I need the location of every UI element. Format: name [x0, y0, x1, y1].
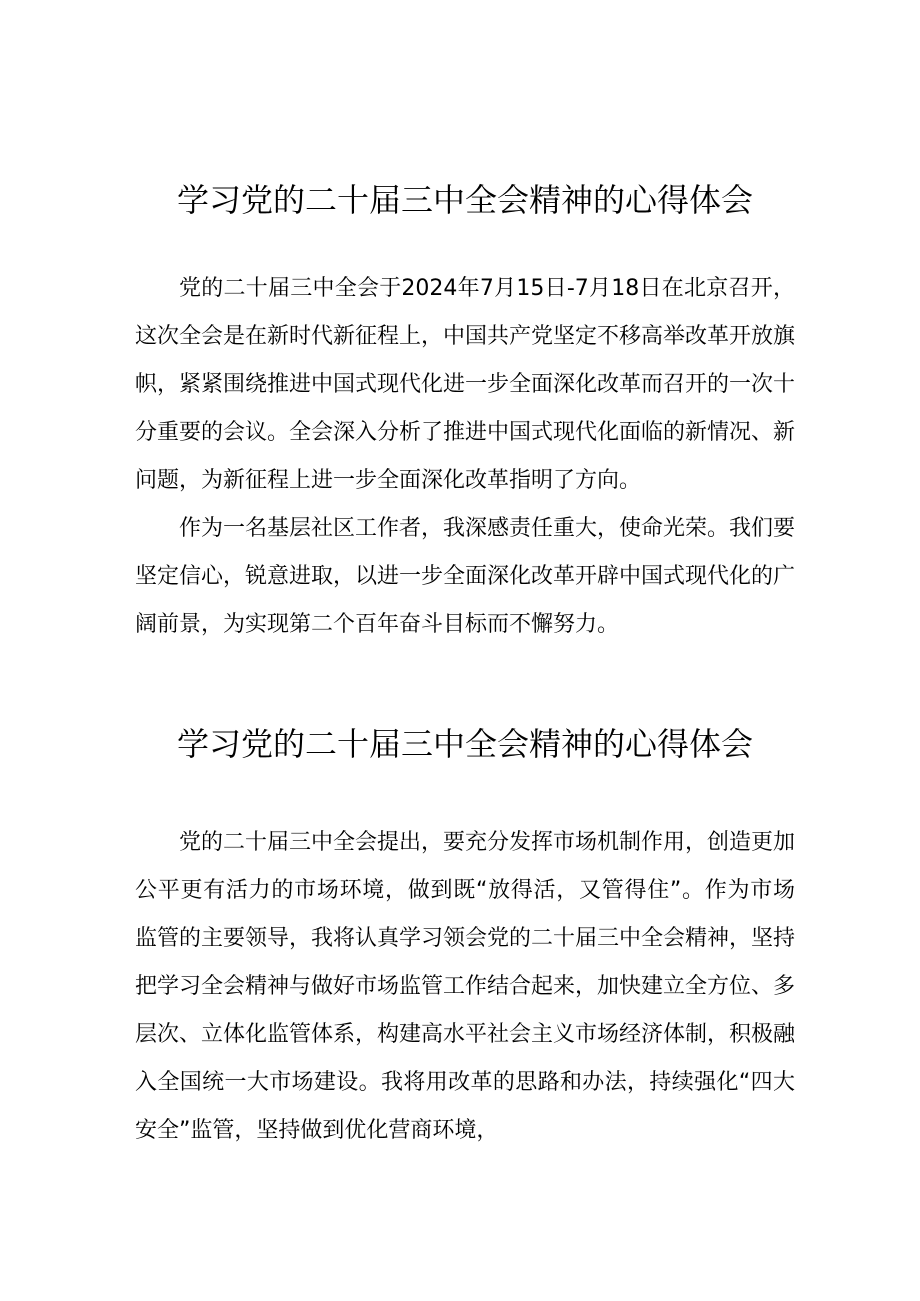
essay-section-2 [135, 714, 795, 1155]
body-paragraph: 作为一名基层社区工作者，我深感责任重大，使命光荣。我们要坚定信心，锐意进取，以进一步全面深化改革开辟中国式现代化的广阔前景，为实现第二个百年奋斗目标而不懈努力。 [135, 516, 796, 637]
essay-title: 学习党的二十届三中全会精神的心得体会 [176, 181, 753, 219]
body-paragraph: 党的二十届三中全会于2024年7月15日-7月18日在北京召开，这次全会是在新时代新征程上，中国共产党坚定不移高举改革开放旗帜，紧紧围绕推进中国式现代化进一步全面深化改革而召开的一次十分重要的会议。全会深入分析了推进中国式现代化面临的新情况、新问题，为新征程上进一步全面深化改革指明了方向。 [135, 276, 796, 493]
body-paragraph: 党的二十届三中全会提出，要充分发挥市场机制作用，创造更加公平更有活力的市场环境，做到既“放得活，又管得住”。作为市场监管的主要领导，我将认真学习领会党的二十届三中全会精神，坚持把学习全会精神与做好市场监管工作结合起来，加快建立全方位、多层次、立体化监管体系，构建高水平社会主义市场经济体制，积极融入全国统一大市场建设。我将用改革的思路和办法，持续强化“四大安全”监管，坚持做到优化营商环境， [135, 830, 796, 1143]
essay-section-1 [135, 170, 795, 649]
essay-title: 学习党的二十届三中全会精神的心得体会 [176, 725, 753, 763]
